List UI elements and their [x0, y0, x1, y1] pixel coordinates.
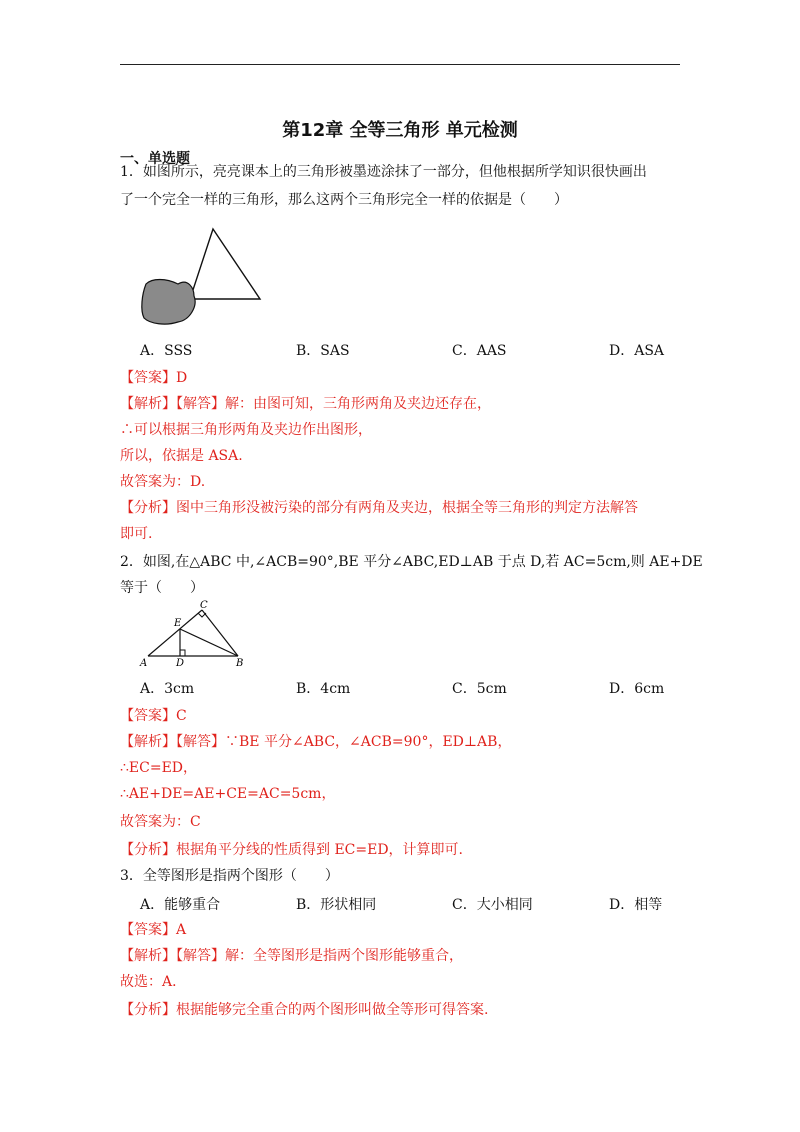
q1-triangle-figure: [138, 226, 268, 326]
q3-answer: 【答案】A: [120, 922, 187, 938]
q2-analysis-1: 【解析】【解答】∵BE 平分∠ABC，∠ACB=90°，ED⊥AB，: [120, 734, 512, 750]
q1-text-line1: 1．如图所示，亮亮课本上的三角形被墨迹涂抹了一部分，但他根据所学知识很快画出: [120, 164, 647, 180]
label-a: A: [140, 658, 148, 669]
q1-option-c: C．AAS: [452, 343, 507, 359]
label-e: E: [174, 618, 182, 629]
q2-text-line2: 等于（ ）: [120, 580, 204, 596]
q2-option-a: A．3cm: [140, 681, 195, 697]
q1-note-2: 即可.: [120, 526, 153, 542]
label-d: D: [176, 658, 185, 669]
q1-text-line2: 了一个完全一样的三角形，那么这两个三角形完全一样的依据是（ ）: [120, 192, 568, 208]
q3-option-b: B．形状相同: [296, 897, 377, 913]
q2-option-b: B．4cm: [296, 681, 351, 697]
q2-text-line1: 2．如图,在△ABC 中,∠ACB=90°,BE 平分∠ABC,ED⊥AB 于点 D,若 AC=5cm,则 AE+DE: [120, 554, 703, 570]
q1-analysis-1: [120, 394, 491, 414]
ink-blot: [142, 280, 195, 325]
q3-analysis-1: 【解析】【解答】解：全等图形是指两个图形能够重合，: [120, 948, 463, 964]
q1-option-b: B．SAS: [296, 343, 350, 359]
q1-option-a: A．SSS: [140, 343, 193, 359]
q2-option-c: C．5cm: [452, 681, 507, 697]
label-c: C: [200, 600, 208, 611]
q3-analysis-2: 故选：A．: [120, 974, 187, 990]
q1-analysis-4: 故答案为：D.: [120, 474, 206, 490]
q3-option-c: C．大小相同: [452, 897, 533, 913]
label-b: B: [236, 658, 244, 669]
q2-analysis-2: ∴EC=ED，: [120, 760, 198, 776]
page-title: 第12章 全等三角形 单元检测: [282, 120, 518, 141]
section-heading: 一、单选题: [120, 151, 190, 167]
q2-answer: 【答案】C: [120, 708, 187, 724]
triangle-outline: [190, 229, 260, 299]
q2-option-d: D．6cm: [609, 681, 665, 697]
q1-note-1: 【分析】图中三角形没被污染的部分有两角及夹边，根据全等三角形的判定方法解答: [120, 500, 638, 516]
q2-analysis-4: 故答案为：C: [120, 814, 201, 830]
q3-text-line1: 3．全等图形是指两个图形（ ）: [120, 868, 339, 884]
q1-analysis-3: 所以，依据是 ASA.: [120, 448, 243, 464]
q2-triangle-figure: [138, 598, 258, 670]
q3-option-a: A．能够重合: [140, 897, 221, 913]
q2-note-1: 【分析】根据角平分线的性质得到 EC=ED，计算即可.: [120, 842, 464, 858]
q3-note-1: 【分析】根据能够完全重合的两个图形叫做全等形可得答案.: [120, 1002, 489, 1018]
q2-analysis-3: ∴AE+DE=AE+CE=AC=5cm，: [120, 786, 336, 802]
q1-option-d: D．ASA: [609, 343, 665, 359]
q1-answer: 【答案】D: [120, 370, 188, 386]
q1-analysis-2: ∴可以根据三角形两角及夹边作出图形，: [120, 422, 372, 438]
header-rule: [120, 64, 680, 65]
q3-option-d: D．相等: [609, 897, 663, 913]
q1-analysis-1-text: 【解析】【解答】解：由图可知，三角形两角及夹边还存在，: [120, 396, 491, 412]
